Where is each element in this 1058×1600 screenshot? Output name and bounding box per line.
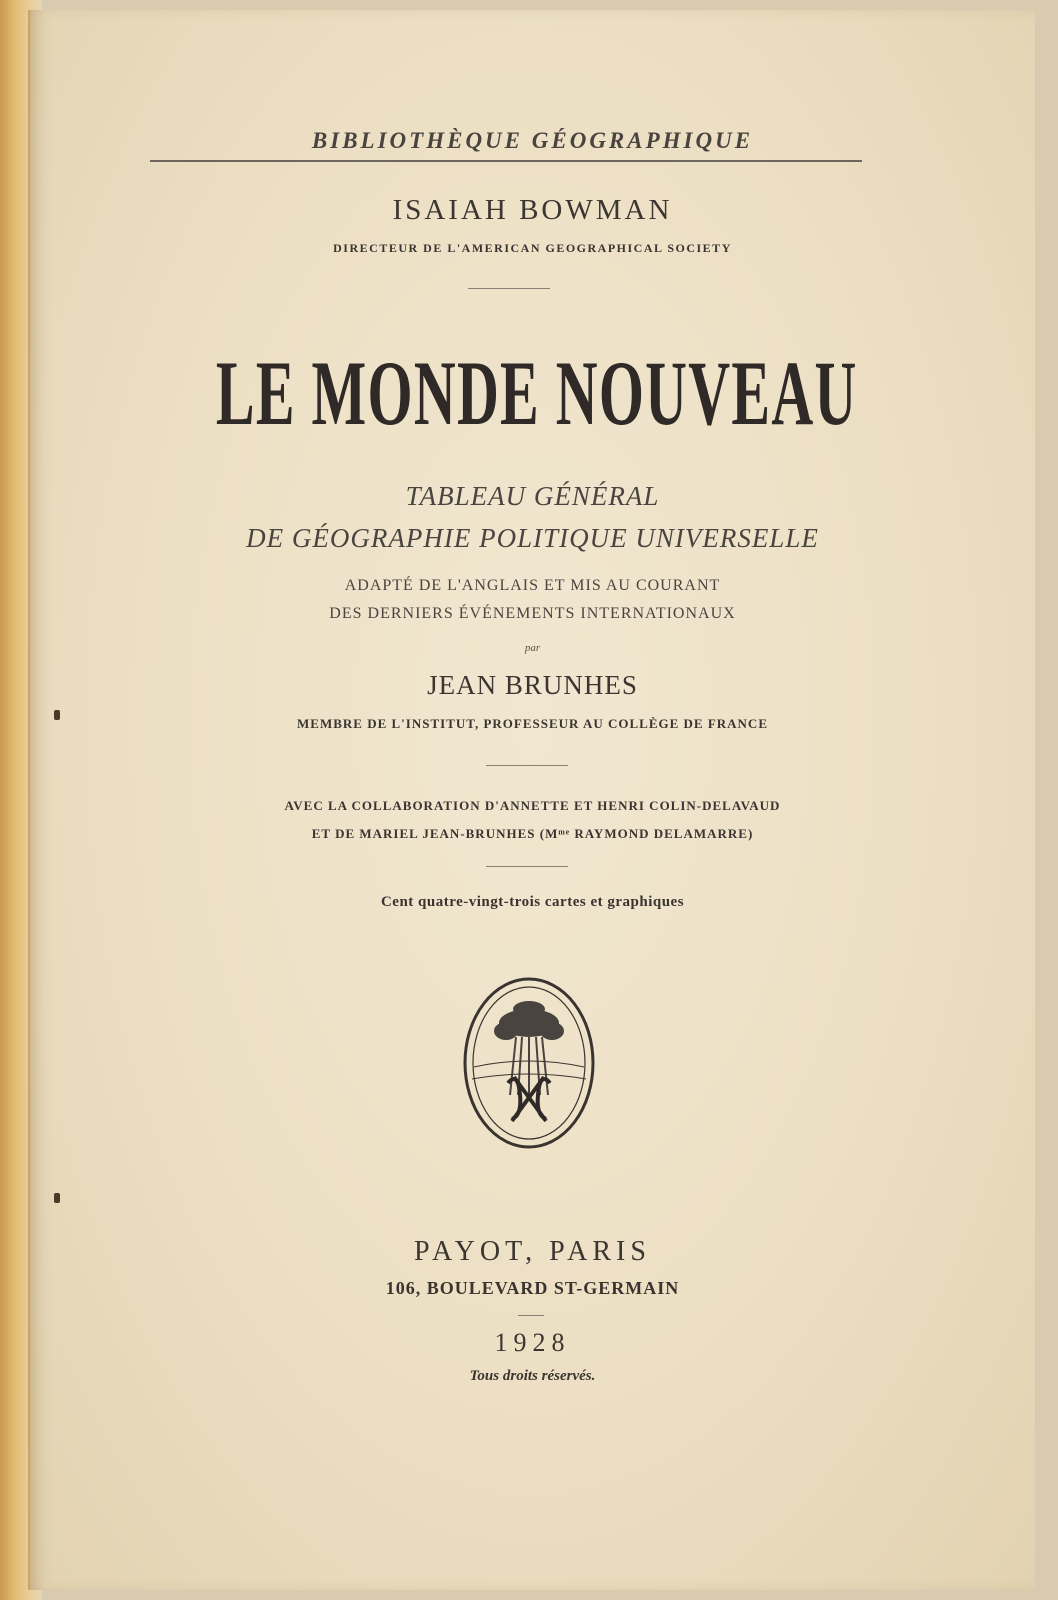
subtitle-line-1: TABLEAU GÉNÉRAL xyxy=(405,481,660,511)
publication-year: 1928 xyxy=(494,1328,571,1357)
rights-notice: Tous droits réservés. xyxy=(469,1368,596,1384)
maps-note: Cent quatre-vingt-trois cartes et graphiques xyxy=(380,894,685,910)
publisher-mark-icon xyxy=(460,975,598,1151)
series-rule xyxy=(150,160,862,162)
divider-rule xyxy=(468,288,550,289)
title-page xyxy=(28,10,1035,1590)
divider-rule xyxy=(518,1315,544,1316)
adaptation-line-2: DES DERNIERS ÉVÉNEMENTS INTERNATIONAUX xyxy=(329,605,736,622)
publisher-address: 106, BOULEVARD ST-GERMAIN xyxy=(385,1278,680,1298)
adaptation-line-1: ADAPTÉ DE L'ANGLAIS ET MIS AU COURANT xyxy=(344,577,721,594)
adapter-role: MEMBRE DE L'INSTITUT, PROFESSEUR AU COLLÈGE DE FRANCE xyxy=(297,716,768,731)
binding-thread-mark xyxy=(54,1193,60,1203)
collaboration-line-2: ET DE MARIEL JEAN-BRUNHES (Mᵐᵉ RAYMOND DELAMARRE) xyxy=(311,826,754,841)
adapter-name: JEAN BRUNHES xyxy=(427,670,638,700)
series-title: BIBLIOTHÈQUE GÉOGRAPHIQUE xyxy=(311,128,754,153)
author-role: DIRECTEUR DE L'AMERICAN GEOGRAPHICAL SOCIETY xyxy=(333,241,732,255)
divider-rule xyxy=(486,765,568,766)
subtitle-line-2: DE GÉOGRAPHIE POLITIQUE UNIVERSELLE xyxy=(246,523,819,553)
book-title: LE MONDE NOUVEAU xyxy=(215,342,858,444)
divider-rule xyxy=(486,866,568,867)
author-name: ISAIAH BOWMAN xyxy=(392,194,673,226)
by-label: par xyxy=(524,642,541,654)
collaboration-line-1: AVEC LA COLLABORATION D'ANNETTE ET HENRI COLIN-DELAVAUD xyxy=(284,798,781,813)
publisher-name: PAYOT, PARIS xyxy=(414,1236,651,1267)
